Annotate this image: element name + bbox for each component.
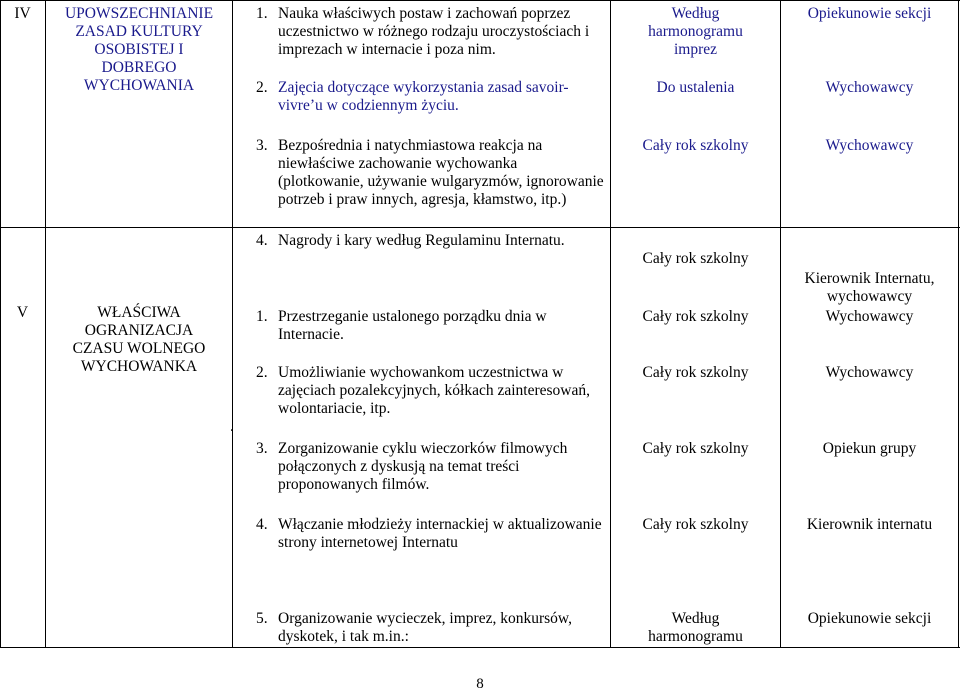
section-iv-numeral: IV (14, 5, 31, 22)
section-v-row-2-text (256, 364, 606, 418)
table-border-bottom (0, 647, 960, 648)
column-divider-2 (232, 0, 233, 648)
row-activity: Zorganizowanie cyklu wieczorków filmowych połączonych z dyskusją na temat treści proponowanych filmów. (278, 440, 568, 493)
row-activity: Przestrzeganie ustalonego porządku dnia w Internacie. (278, 308, 547, 343)
row-number: 1. (256, 308, 268, 325)
stray-dot: . (230, 418, 234, 435)
section-v-row-2-resp: Wychowawcy (825, 364, 914, 381)
row-activity: Organizowanie wycieczek, imprez, konkursów, dyskotek, i tak m.in.: (278, 610, 572, 645)
section-v-row-1-text (256, 308, 606, 344)
section-iv-row-2-resp: Wychowawcy (825, 79, 914, 96)
section-v-row-3-resp: Opiekun grupy (822, 440, 917, 457)
row-number: 4. (256, 232, 268, 249)
row-activity: Nagrody i kary według Regulaminu Internatu. (278, 232, 565, 249)
section-iv-row-3-term: Cały rok szkolny (642, 137, 749, 154)
row-number: 2. (256, 79, 268, 96)
section-v-row-4-term: Cały rok szkolny (642, 516, 749, 533)
section-iv-row-2-text (256, 79, 606, 115)
section-iv-row-4-term: Cały rok szkolny (642, 250, 749, 267)
row-number: 3. (256, 137, 268, 154)
table-border-left (0, 0, 1, 648)
section-v-row-3-term: Cały rok szkolny (642, 440, 749, 457)
section-iv-row-3-resp: Wychowawcy (825, 137, 914, 154)
row-number: 2. (256, 364, 268, 381)
section-v-row-3-text (256, 440, 606, 494)
table-border-top (0, 0, 960, 1)
row-activity: Nauka właściwych postaw i zachowań poprzez uczestnictwo w różnego rodzaju uroczystościach i imprezach w internacie i poza nim. (278, 5, 590, 58)
section-v-row-4-text (256, 516, 606, 552)
section-iv-row-1-resp: Opiekunowie sekcji (807, 5, 932, 22)
section-iv-row-1-term: Według harmonogramu imprez (648, 5, 743, 58)
row-number: 4. (256, 516, 268, 533)
section-iv-title: UPOWSZECHNIANIE ZASAD KULTURY OSOBISTEJ I DOBREGO WYCHOWANIA (64, 5, 214, 94)
row-activity: Zajęcia dotyczące wykorzystania zasad savoir- vivre’u w codziennym życiu. (278, 79, 569, 114)
section-v-row-4-resp: Kierownik internatu (806, 516, 933, 533)
section-iv-row-3-text (256, 137, 606, 209)
row-number: 1. (256, 5, 268, 22)
row-activity: Umożliwianie wychowankom uczestnictwa w zajęciach pozalekcyjnych, kółkach zainteresowań, wolontariacie, itp. (278, 364, 590, 417)
row-number: 3. (256, 440, 268, 457)
section-iv-row-4-resp: Kierownik Internatu, wychowawcy (804, 270, 935, 305)
row-number: 5. (256, 610, 268, 627)
section-v-row-1-term: Cały rok szkolny (642, 308, 749, 325)
row-activity: Bezpośrednia i natychmiastowa reakcja na niewłaściwe zachowanie wychowanka (plotkowanie, używanie wulgaryzmów, ignorowanie potrzeb i praw innych, agresja, kłamstwo, itp.) (278, 137, 604, 208)
section-v-title: WŁAŚCIWA OGRANIZACJA CZASU WOLNEGO WYCHOWANKA (72, 304, 206, 375)
section-v-row-5-text (256, 610, 606, 646)
page-number: 8 (476, 676, 484, 692)
section-divider (0, 227, 960, 228)
row-activity: Włączanie młodzieży internackiej w aktualizowanie strony internetowej Internatu (278, 516, 602, 551)
section-v-row-5-term: Według harmonogramu (648, 610, 743, 645)
section-iv-row-1-text (256, 5, 606, 59)
table-border-right (958, 0, 959, 648)
section-v-row-2-term: Cały rok szkolny (642, 364, 749, 381)
section-v-numeral: V (16, 304, 29, 321)
section-iv-row-2-term: Do ustalenia (656, 79, 735, 96)
section-iv-row-4-text (256, 232, 606, 250)
section-v-row-5-resp: Opiekunowie sekcji (807, 610, 932, 627)
section-v-row-1-resp: Wychowawcy (825, 308, 914, 325)
